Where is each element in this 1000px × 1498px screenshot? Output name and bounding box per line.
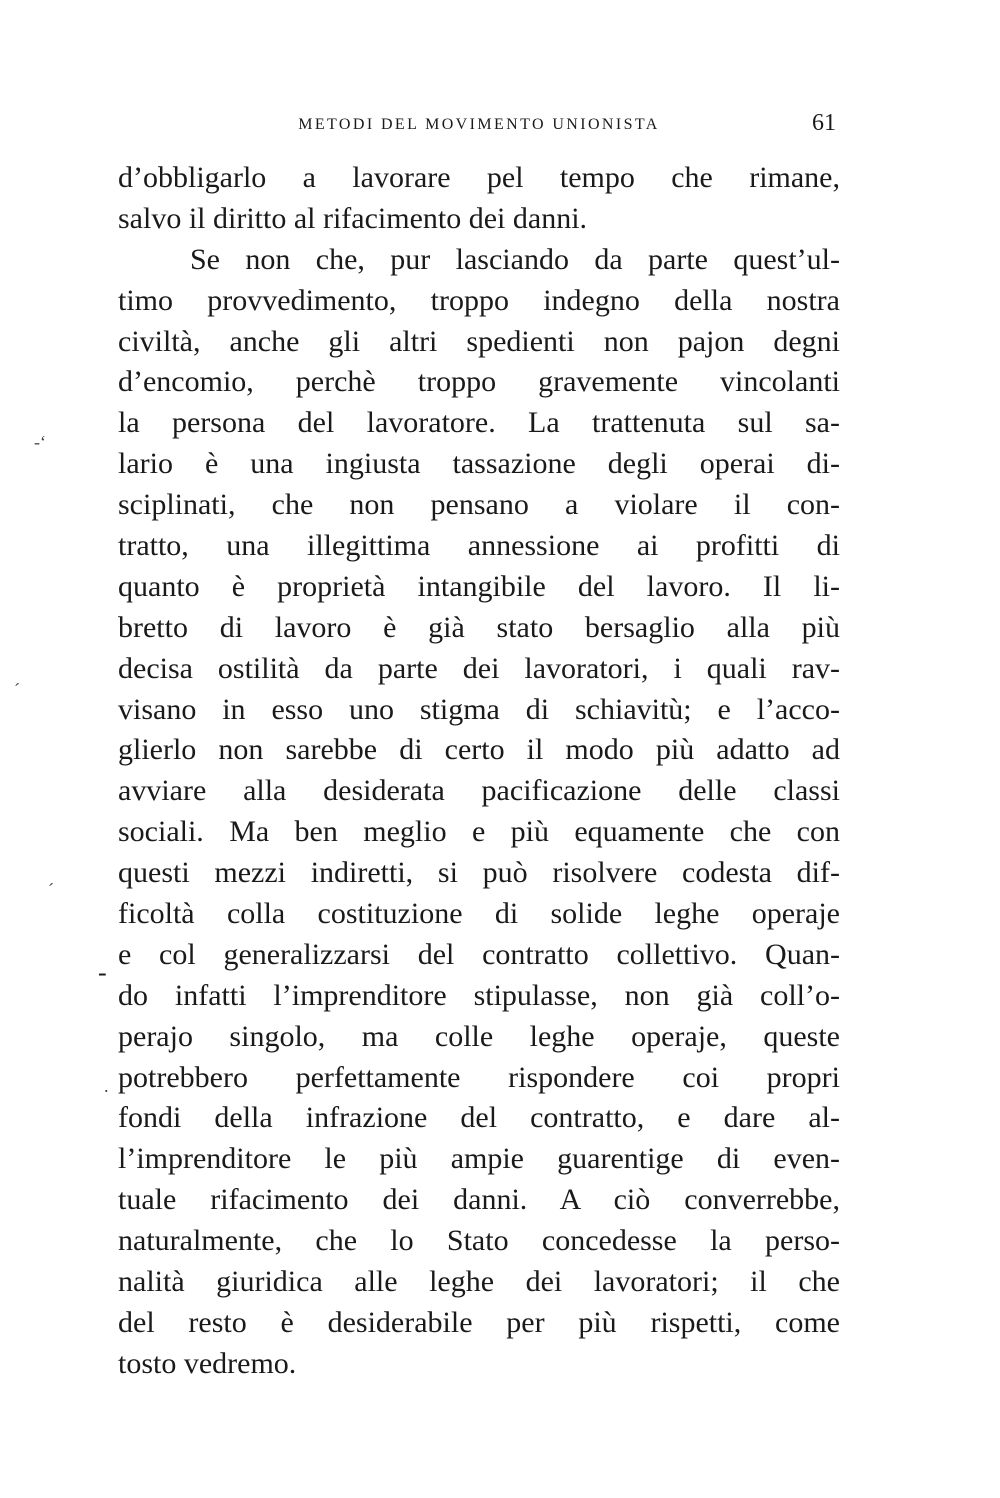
text-line: d’obbligarlo a lavorare pel tempo che rimane, (118, 161, 840, 194)
margin-mark: -‘ (34, 432, 46, 452)
text-line: potrebbero perfettamente rispondere coi propri (118, 1060, 840, 1094)
running-header (118, 110, 840, 140)
page-number: 61 (812, 110, 836, 136)
text-line: nalità giuridica alle leghe dei lavoratori; il che (118, 1265, 840, 1299)
text-line: Se non che, pur lasciando da parte quest’ul- (190, 242, 840, 276)
text-line: visano in esso uno stigma di schiavitù; e l’acco- (118, 692, 840, 726)
margin-mark: - (98, 958, 107, 987)
text-line: tuale rifacimento dei danni. A ciò converrebbe, (118, 1183, 840, 1217)
text-line: tratto, una illegittima annessione ai profitti di (118, 529, 840, 563)
text-line: lario è una ingiusta tassazione degli operai di- (118, 447, 840, 481)
text-line: del resto è desiderabile per più rispetti, come (118, 1305, 840, 1339)
margin-mark: . (104, 1076, 109, 1096)
text-line: glierlo non sarebbe di certo il modo più adatto ad (118, 733, 840, 767)
text-line: sociali. Ma ben meglio e più equamente che con (118, 815, 840, 849)
text-line: naturalmente, che lo Stato concedesse la perso- (118, 1224, 840, 1258)
text-line: perajo singolo, ma colle leghe operaje, queste (118, 1019, 840, 1053)
text-line: tosto vedremo. (118, 1346, 297, 1380)
text-line: quanto è proprietà intangibile del lavoro. Il li- (118, 569, 840, 603)
text-line: timo provvedimento, troppo indegno della nostra (118, 283, 840, 317)
text-line: fondi della infrazione del contratto, e dare al- (118, 1101, 840, 1135)
text-line: ficoltà colla costituzione di solide leghe operaje (118, 897, 840, 931)
text-line: civiltà, anche gli altri spedienti non pajon degni (118, 324, 840, 358)
text-line: avviare alla desiderata pacificazione delle classi (118, 774, 840, 808)
margin-mark: ˊ (48, 880, 54, 900)
text-line: decisa ostilità da parte dei lavoratori, i quali rav- (118, 651, 840, 685)
margin-mark: ˊ (14, 680, 20, 700)
text-line: do infatti l’imprenditore stipulasse, non già coll’o- (118, 978, 840, 1012)
text-line: salvo il diritto al rifacimento dei danni. (118, 201, 588, 235)
body-paragraphs (118, 158, 840, 1385)
text-line: d’encomio, perchè troppo gravemente vincolanti (118, 365, 840, 399)
text-line: la persona del lavoratore. La trattenuta sul sa- (118, 406, 840, 440)
text-line: e col generalizzarsi del contratto collettivo. Quan- (118, 937, 840, 971)
text-line: sciplinati, che non pensano a violare il con- (118, 488, 840, 522)
text-line: bretto di lavoro è già stato bersaglio alla più (118, 610, 840, 644)
running-title: METODI DEL MOVIMENTO UNIONISTA (298, 116, 660, 133)
text-line: questi mezzi indiretti, si può risolvere codesta dif- (118, 856, 840, 890)
text-line: l’imprenditore le più ampie guarentige di even- (118, 1142, 840, 1176)
